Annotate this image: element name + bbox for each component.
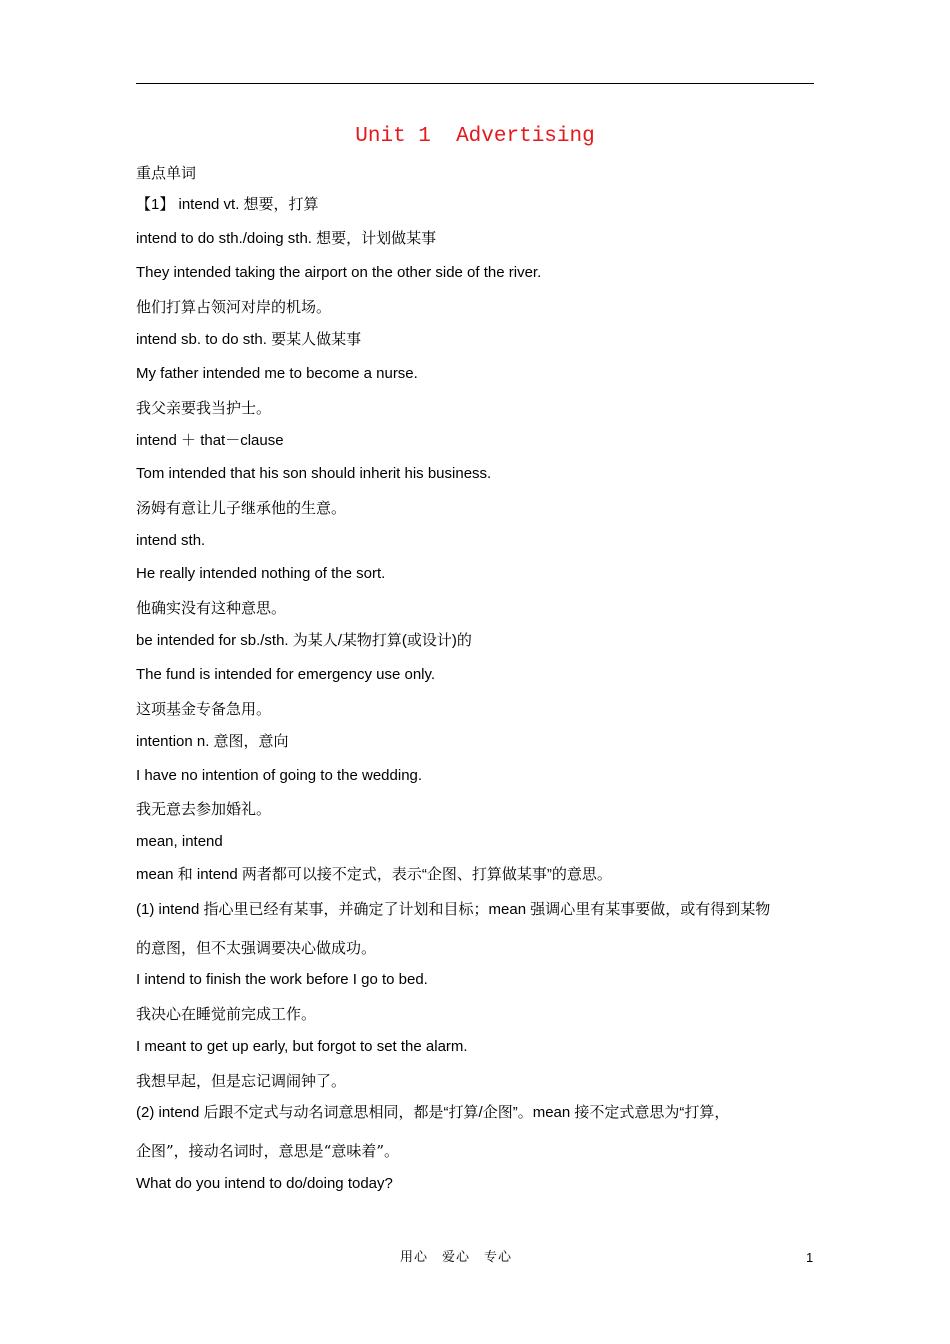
text-line: I meant to get up early, but forgot to set the alarm.: [136, 1038, 468, 1055]
text-line: I intend to finish the work before I go to bed.: [136, 971, 428, 988]
text-line: 我想早起，但是忘记调闹钟了。: [136, 1072, 347, 1090]
text-line: 他确实没有这种意思。: [136, 599, 287, 617]
text-line: I have no intention of going to the wedding.: [136, 767, 423, 784]
text-line: intend sb. to do sth. 要某人做某事: [136, 331, 362, 348]
text-line: 企图”，接动名词时，意思是“意味着”。: [136, 1142, 400, 1160]
text-line: 我无意去参加婚礼。: [136, 800, 272, 818]
text-line: intend to do sth./doing sth. 想要，计划做某事: [136, 230, 437, 247]
text-line: 这项基金专备急用。: [136, 700, 272, 718]
text-line: He really intended nothing of the sort.: [136, 565, 386, 582]
text-line: (1) intend 指心里已经有某事，并确定了计划和目标；mean 强调心里有某事要做，或有得到某物: [136, 901, 771, 918]
text-line: What do you intend to do/doing today?: [136, 1175, 393, 1192]
text-line: 我决心在睡觉前完成工作。: [136, 1005, 317, 1023]
footer-motto: 用心 爱心 专心: [400, 1250, 513, 1265]
text-line: mean, intend: [136, 833, 223, 850]
text-line: mean 和 intend 两者都可以接不定式，表示“企图、打算做某事”的意思。: [136, 866, 612, 883]
text-line: be intended for sb./sth. 为某人/某物打算(或设计)的: [136, 632, 472, 649]
text-line: The fund is intended for emergency use only.: [136, 666, 436, 683]
text-line: (2) intend 后跟不定式与动名词意思相同，都是“打算/企图”。mean 接不定式意思为“打算，: [136, 1104, 730, 1121]
page-title: Unit 1 Advertising: [355, 125, 595, 148]
text-line: intention n. 意图，意向: [136, 733, 289, 750]
header-rule: [136, 83, 814, 84]
text-line: 汤姆有意让儿子继承他的生意。: [136, 499, 347, 517]
text-line: 的意图，但不太强调要决心做成功。: [136, 939, 377, 957]
text-line: 【1】 intend vt. 想要，打算: [136, 196, 319, 213]
text-line: 我父亲要我当护士。: [136, 399, 272, 417]
text-line: My father intended me to become a nurse.: [136, 365, 418, 382]
page-number: 1: [806, 1250, 814, 1265]
text-line: 他们打算占领河对岸的机场。: [136, 298, 332, 316]
text-line: intend ＋ that－clause: [136, 432, 284, 449]
text-line: 重点单词: [136, 164, 197, 182]
text-line: They intended taking the airport on the other side of the river.: [136, 264, 542, 281]
text-line: Tom intended that his son should inherit his business.: [136, 465, 492, 482]
text-line: intend sth.: [136, 532, 206, 549]
